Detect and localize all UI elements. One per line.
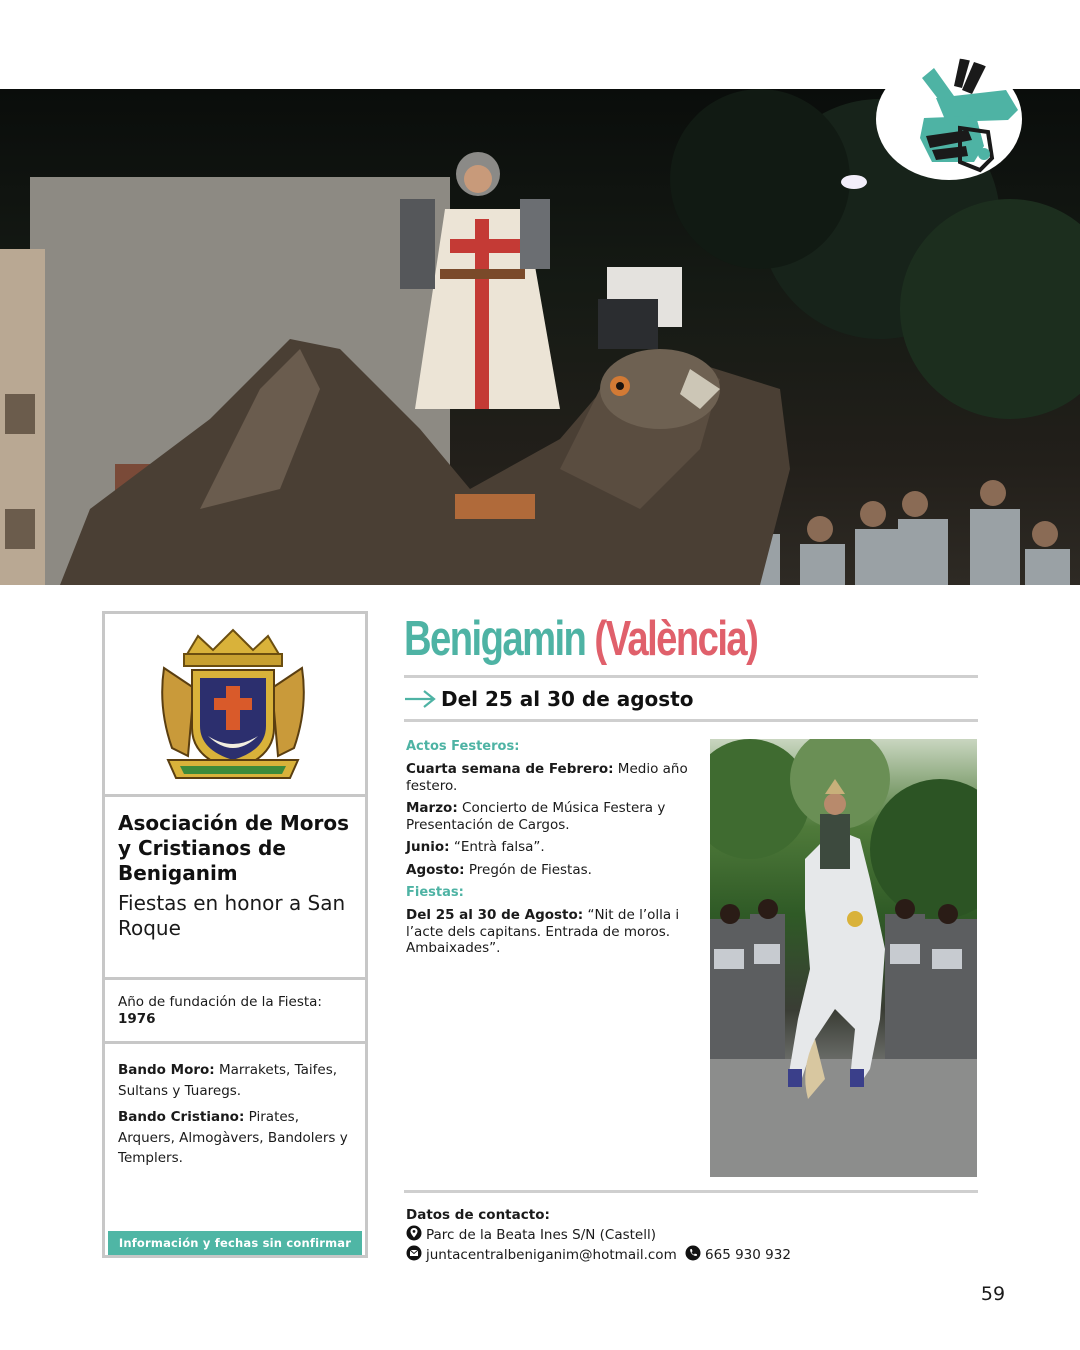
address-line	[406, 1225, 1006, 1245]
founding-panel	[105, 980, 365, 1044]
email-link[interactable]: juntacentralbeniganim@hotmail.com	[426, 1247, 677, 1263]
page-title	[404, 604, 757, 674]
event-text: Pregón de Fiestas.	[468, 861, 592, 878]
divider	[404, 1190, 978, 1193]
event-label: Junio:	[406, 839, 450, 855]
event-item	[406, 839, 696, 856]
event-label: Agosto:	[406, 861, 465, 878]
event-label: Marzo:	[406, 800, 458, 816]
bando-cristiano-value: Pirates, Arquers, Almogàvers, Bandolers y Templers.	[118, 1109, 348, 1166]
festival-logo-icon	[876, 58, 1022, 180]
bando-moro	[118, 1060, 352, 1101]
unconfirmed-note: Información y fechas sin confirmar	[108, 1231, 362, 1255]
location-pin-icon	[406, 1225, 422, 1241]
event-item	[406, 800, 696, 833]
title-province: (València)	[594, 612, 758, 666]
arrow-right-icon	[404, 690, 436, 708]
bando-cristiano-label: Bando Cristiano:	[118, 1109, 245, 1125]
phone-icon	[685, 1245, 701, 1261]
association-panel	[105, 797, 365, 980]
festival-dates: Del 25 al 30 de agosto	[441, 687, 694, 711]
fiestas-text: “Nit de l’olla i l’acte dels capitans. Entrada de moros. Ambaixades”.	[406, 907, 680, 956]
email-phone-line	[406, 1245, 1006, 1265]
parade-photo	[710, 739, 977, 1177]
bando-moro-value: Marrakets, Taifes, Sultans y Tuaregs.	[118, 1062, 338, 1099]
founding-year: 1976	[118, 1011, 156, 1027]
fiestas-item	[406, 907, 696, 957]
event-text: Concierto de Música Festera y Presentación de Cargos.	[406, 800, 666, 833]
events-section	[406, 738, 696, 963]
page-number: 59	[980, 1283, 1006, 1305]
contact-heading: Datos de contacto:	[406, 1207, 550, 1223]
title-city: Benigamin	[404, 612, 586, 666]
event-text: Medio año festero.	[406, 761, 688, 794]
crest-emblem	[158, 628, 308, 783]
phone-number[interactable]: 665 930 932	[705, 1247, 791, 1263]
founding-text	[118, 994, 353, 1028]
fiestas-heading: Fiestas:	[406, 885, 464, 900]
bando-moro-label: Bando Moro:	[118, 1062, 215, 1078]
event-item	[406, 761, 696, 794]
event-label: Cuarta semana de Febrero:	[406, 761, 614, 777]
envelope-icon	[406, 1245, 422, 1261]
actos-heading: Actos Festeros:	[406, 739, 520, 754]
info-card	[102, 611, 368, 1258]
association-name: Asociación de Moros y Cristianos de Beniganim	[118, 811, 349, 885]
association-subtitle: Fiestas en honor a San Roque	[118, 891, 346, 940]
event-text: “Entrà falsa”.	[453, 839, 545, 855]
founding-label: Año de fundación de la Fiesta:	[118, 994, 322, 1010]
contact-section	[406, 1205, 1006, 1265]
divider	[404, 675, 978, 678]
event-item	[406, 862, 696, 879]
crest-panel	[105, 614, 365, 797]
divider	[404, 719, 978, 722]
bandos-panel	[105, 1044, 365, 1169]
address-text: Parc de la Beata Ines S/N (Castell)	[426, 1227, 656, 1243]
bando-cristiano	[118, 1107, 352, 1169]
fiestas-label: Del 25 al 30 de Agosto:	[406, 907, 584, 923]
